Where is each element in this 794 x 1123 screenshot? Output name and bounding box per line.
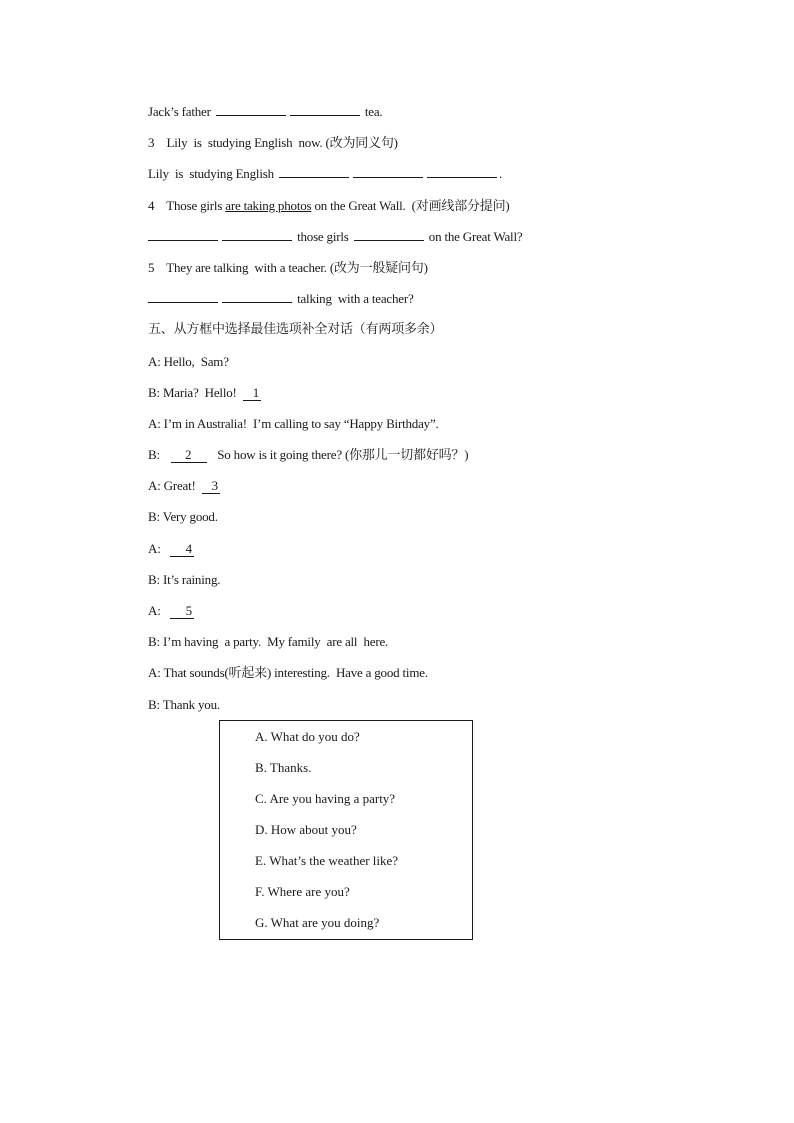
answer-blank[interactable]: [279, 163, 349, 178]
speaker-label: A:: [148, 665, 161, 681]
line-text: .: [498, 166, 503, 182]
dialogue-line: [148, 569, 708, 600]
dialogue-text: Hello, Sam?: [163, 353, 229, 369]
line-text: those girls: [297, 228, 349, 244]
dialogue-line: [148, 475, 708, 506]
speaker-label: B:: [148, 447, 160, 463]
speaker-label: B:: [148, 509, 160, 525]
exercise-answer-4: [148, 226, 708, 257]
option-b[interactable]: B. Thanks.: [255, 760, 312, 775]
section-title: 五、从方框中选择最佳选项补全对话（有两项多余）: [148, 322, 443, 338]
dialogue-line: [148, 382, 708, 413]
dialogue-line: [148, 351, 708, 382]
line-text: 4 Those girls: [148, 197, 226, 213]
dialogue-blank-2[interactable]: 2: [171, 447, 207, 463]
dialogue-text: I’m having a party. My family are all here.: [162, 634, 389, 650]
underlined-phrase: are taking photos: [225, 197, 312, 213]
dialogue-text: Very good.: [162, 509, 218, 525]
option-f[interactable]: F. Where are you?: [255, 884, 350, 899]
options-box: [219, 720, 473, 940]
line-text: on the Great Wall?: [428, 228, 523, 244]
dialogue-line: [148, 600, 708, 631]
line-text: on the Great Wall. (对画线部分提问): [311, 197, 510, 213]
dialogue-text: It’s raining.: [162, 571, 221, 587]
exercise-answer-5: [148, 288, 708, 319]
speaker-label: A:: [148, 540, 161, 556]
dialogue-line: [148, 631, 708, 662]
dialogue-text: I’m in Australia! I’m calling to say “Happy Birthday”.: [163, 415, 439, 431]
option-g[interactable]: G. What are you doing?: [255, 915, 380, 930]
exercise-question-4: [148, 195, 708, 226]
dialogue-text: Great!: [163, 478, 196, 494]
exercise-answer-3: [148, 163, 708, 194]
answer-blank[interactable]: [290, 101, 360, 116]
line-text: Lily is studying English: [148, 166, 274, 182]
answer-blank[interactable]: [148, 226, 218, 241]
dialogue-blank-3[interactable]: 3: [202, 478, 220, 494]
answer-blank[interactable]: [222, 226, 292, 241]
dialogue-blank-5[interactable]: 5: [170, 603, 194, 619]
speaker-label: B:: [148, 384, 160, 400]
speaker-label: B:: [148, 571, 160, 587]
dialogue-text: Thank you.: [162, 696, 220, 712]
worksheet-content: [148, 101, 708, 725]
dialogue-blank-1[interactable]: 1: [243, 385, 261, 401]
dialogue-line: [148, 506, 708, 537]
speaker-label: A:: [148, 353, 161, 369]
speaker-label: A:: [148, 415, 161, 431]
line-text: talking with a teacher?: [297, 291, 414, 307]
speaker-label: B:: [148, 696, 160, 712]
dialogue-line: [148, 413, 708, 444]
exercise-line-jack: [148, 101, 708, 132]
dialogue-line: [148, 538, 708, 569]
answer-blank[interactable]: [216, 101, 286, 116]
answer-blank[interactable]: [427, 163, 497, 178]
line-text: 5 They are talking with a teacher. (改为一般疑问句): [148, 259, 428, 275]
dialogue-text: That sounds(听起来) interesting. Have a good time.: [163, 665, 428, 681]
dialogue-text: Maria? Hello!: [162, 384, 237, 400]
speaker-label: B:: [148, 634, 160, 650]
line-text: tea.: [364, 104, 383, 119]
exercise-question-5: [148, 257, 708, 288]
exercise-question-3: [148, 132, 708, 163]
answer-blank[interactable]: [148, 288, 218, 303]
dialogue-line: [148, 444, 708, 475]
answer-blank[interactable]: [353, 163, 423, 178]
answer-blank[interactable]: [222, 288, 292, 303]
option-a[interactable]: A. What do you do?: [255, 729, 360, 744]
speaker-label: A:: [148, 603, 161, 618]
dialogue-text: So how is it going there? (你那儿一切都好吗？): [217, 447, 469, 463]
option-c[interactable]: C. Are you having a party?: [255, 791, 396, 806]
option-d[interactable]: D. How about you?: [255, 822, 357, 837]
line-text: 3 Lily is studying English now. (改为同义句): [148, 135, 398, 151]
answer-blank[interactable]: [354, 226, 424, 241]
dialogue-line: [148, 662, 708, 693]
dialogue-blank-4[interactable]: 4: [170, 541, 194, 557]
line-text: Jack’s father: [148, 104, 211, 119]
option-e[interactable]: E. What’s the weather like?: [255, 853, 399, 868]
speaker-label: A:: [148, 478, 161, 494]
